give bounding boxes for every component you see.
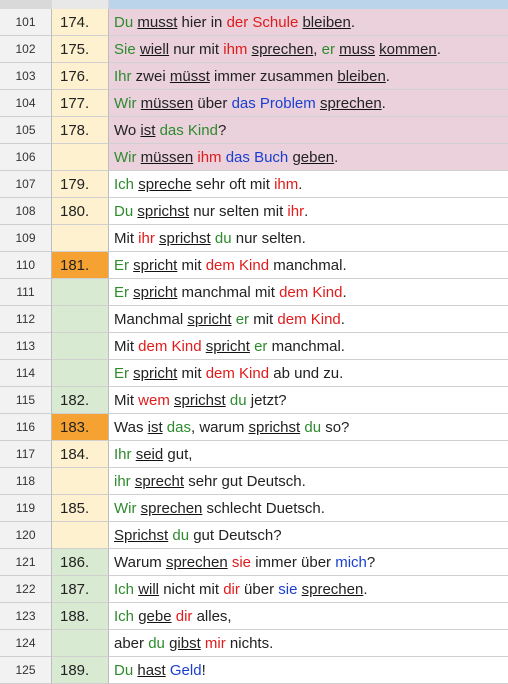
highlighted-word: Wir <box>114 94 137 112</box>
sentence-cell[interactable] <box>109 630 508 657</box>
highlighted-word: dem Kind <box>279 283 343 301</box>
sentence-cell[interactable] <box>109 36 508 63</box>
highlighted-word: du <box>172 526 190 544</box>
plain-text: nur selten. <box>231 229 306 247</box>
sentence-number-cell[interactable]: 181. <box>52 252 109 279</box>
plain-text: Wo <box>114 121 141 139</box>
table-row <box>0 198 508 225</box>
sentence-number-cell[interactable]: 185. <box>52 495 109 522</box>
plain-text: . <box>381 94 386 112</box>
verb-word: sprecht <box>134 472 185 490</box>
plain-text: immer über <box>251 553 336 571</box>
table-row <box>0 117 508 144</box>
sentence-number-cell[interactable]: 186. <box>52 549 109 576</box>
plain-text: jetzt? <box>246 391 287 409</box>
highlighted-word: ihm <box>274 175 299 193</box>
highlighted-word: Geld <box>169 661 202 679</box>
highlighted-word: Er <box>114 256 129 274</box>
plain-text: . <box>340 310 345 328</box>
plain-text: , <box>313 40 322 58</box>
table-row <box>0 36 508 63</box>
plain-text: sehr gut Deutsch. <box>184 472 306 490</box>
plain-text: über <box>193 94 232 112</box>
sentence-cell[interactable] <box>109 360 508 387</box>
verb-word: sprichst <box>159 229 211 247</box>
sentence-cell[interactable] <box>109 252 508 279</box>
sentence-number-cell[interactable]: 189. <box>52 657 109 684</box>
plain-text: ? <box>366 553 376 571</box>
row-number[interactable]: 113 <box>0 333 52 360</box>
row-number[interactable]: 123 <box>0 603 52 630</box>
plain-text: mit <box>177 364 206 382</box>
table-row <box>0 360 508 387</box>
highlighted-word: dem Kind <box>138 337 202 355</box>
plain-text: Mit <box>114 391 139 409</box>
sentence-number-cell[interactable] <box>52 360 109 387</box>
row-number[interactable]: 112 <box>0 306 52 333</box>
row-number[interactable]: 115 <box>0 387 52 414</box>
highlighted-word: dir <box>175 607 193 625</box>
verb-word: müsst <box>169 67 210 85</box>
verb-word: sprichst <box>137 202 190 220</box>
plain-text: mit <box>249 310 278 328</box>
highlighted-word: der Schule <box>226 13 299 31</box>
highlighted-word: er <box>254 337 268 355</box>
row-number[interactable]: 121 <box>0 549 52 576</box>
highlighted-word: dem Kind <box>205 256 270 274</box>
sentence-cell[interactable] <box>109 198 508 225</box>
highlighted-word: Ihr <box>114 445 132 463</box>
verb-word: spricht <box>205 337 250 355</box>
plain-text: ! <box>201 661 206 679</box>
plain-text: manchmal. <box>267 337 345 355</box>
row-number[interactable]: 125 <box>0 657 52 684</box>
row-number[interactable]: 118 <box>0 468 52 495</box>
row-number[interactable]: 122 <box>0 576 52 603</box>
row-number[interactable]: 106 <box>0 144 52 171</box>
column-header-bar <box>0 0 508 9</box>
highlighted-word: Du <box>114 13 134 31</box>
highlighted-word: Ich <box>114 580 135 598</box>
plain-text: . <box>436 40 441 58</box>
highlighted-word: Er <box>114 364 129 382</box>
table-row <box>0 468 508 495</box>
verb-word: müssen <box>140 148 194 166</box>
verb-word: seid <box>135 445 164 463</box>
sentence-cell[interactable] <box>109 387 508 414</box>
sentence-cell[interactable] <box>109 495 508 522</box>
verb-word: bleiben <box>337 67 386 85</box>
highlighted-word: ihr <box>138 229 155 247</box>
verb-word: wiell <box>139 40 170 58</box>
table-row <box>0 630 508 657</box>
plain-text: . <box>334 148 339 166</box>
highlighted-word: ihr <box>114 472 131 490</box>
sentence-number-cell[interactable] <box>52 468 109 495</box>
sentence-cell[interactable] <box>109 333 508 360</box>
sentence-number-cell[interactable] <box>52 279 109 306</box>
plain-text: manchmal. <box>269 256 347 274</box>
plain-text: . <box>363 580 368 598</box>
sentence-number-cell[interactable]: 174. <box>52 9 109 36</box>
plain-text: aber <box>114 634 149 652</box>
plain-text: so? <box>321 418 350 436</box>
rows-container <box>0 9 508 684</box>
verb-word: sprechen <box>301 580 364 598</box>
verb-word: sprechen <box>319 94 382 112</box>
verb-word: gibst <box>169 634 201 652</box>
sentence-number-cell[interactable]: 180. <box>52 198 109 225</box>
table-row <box>0 549 508 576</box>
row-number[interactable]: 108 <box>0 198 52 225</box>
plain-text: , warum <box>190 418 249 436</box>
row-number[interactable]: 111 <box>0 279 52 306</box>
table-row <box>0 144 508 171</box>
verb-word: spricht <box>133 256 178 274</box>
sentence-number-cell[interactable]: 175. <box>52 36 109 63</box>
plain-text: über <box>239 580 279 598</box>
sentence-number-cell[interactable] <box>52 144 109 171</box>
sentence-cell[interactable] <box>109 468 508 495</box>
sentence-number-cell[interactable]: 176. <box>52 63 109 90</box>
verb-word: will <box>138 580 160 598</box>
sentence-number-cell[interactable]: 184. <box>52 441 109 468</box>
table-row <box>0 279 508 306</box>
table-row <box>0 225 508 252</box>
plain-text: immer zusammen <box>209 67 338 85</box>
highlighted-word: ihm <box>223 40 248 58</box>
plain-text: gut Deutsch? <box>189 526 282 544</box>
highlighted-word: mir <box>204 634 226 652</box>
sentence-cell[interactable] <box>109 603 508 630</box>
row-number[interactable]: 107 <box>0 171 52 198</box>
highlighted-word: du <box>229 391 247 409</box>
plain-text: alles, <box>192 607 232 625</box>
plain-text: Manchmal <box>114 310 188 328</box>
sentence-number-cell[interactable] <box>52 306 109 333</box>
plain-text: manchmal mit <box>177 283 280 301</box>
table-row <box>0 252 508 279</box>
sentence-number-cell[interactable]: 187. <box>52 576 109 603</box>
highlighted-word: dem Kind <box>205 364 270 382</box>
highlighted-word: Sie <box>114 40 136 58</box>
row-number[interactable]: 116 <box>0 414 52 441</box>
verb-word: sprechen <box>251 40 314 58</box>
plain-text: Was <box>114 418 148 436</box>
row-number[interactable]: 103 <box>0 63 52 90</box>
plain-text: . <box>385 67 390 85</box>
table-row <box>0 603 508 630</box>
sentence-cell[interactable] <box>109 117 508 144</box>
highlighted-word: sie <box>231 553 252 571</box>
sentence-number-cell[interactable]: 177. <box>52 90 109 117</box>
sentence-number-cell[interactable]: 179. <box>52 171 109 198</box>
sentence-cell[interactable] <box>109 171 508 198</box>
verb-word: gebe <box>138 607 172 625</box>
sentence-cell[interactable] <box>109 225 508 252</box>
plain-text: nur selten mit <box>189 202 288 220</box>
table-row <box>0 576 508 603</box>
highlighted-word: mich <box>335 553 367 571</box>
verb-word: hast <box>137 661 166 679</box>
table-row <box>0 63 508 90</box>
plain-text: nicht mit <box>159 580 224 598</box>
verb-word: sprichst <box>174 391 226 409</box>
plain-text: gut, <box>163 445 193 463</box>
plain-text: zwei <box>131 67 170 85</box>
sentence-cell[interactable] <box>109 9 508 36</box>
plain-text: . <box>304 202 309 220</box>
plain-text: hier in <box>177 13 227 31</box>
verb-word: bleiben <box>302 13 351 31</box>
highlighted-word: Du <box>114 661 134 679</box>
highlighted-word: Ich <box>114 175 135 193</box>
verb-word: Sprichst <box>114 526 169 544</box>
verb-word: spricht <box>133 364 178 382</box>
sentence-cell[interactable] <box>109 144 508 171</box>
sentence-cell[interactable] <box>109 441 508 468</box>
highlighted-word: Ich <box>114 607 135 625</box>
column-header-b[interactable] <box>109 0 508 9</box>
highlighted-word: das Kind <box>159 121 218 139</box>
table-row <box>0 306 508 333</box>
highlighted-word: wem <box>138 391 170 409</box>
row-number[interactable]: 117 <box>0 441 52 468</box>
verb-word: musst <box>137 13 178 31</box>
table-row <box>0 333 508 360</box>
sentence-cell[interactable] <box>109 90 508 117</box>
sentence-number-cell[interactable] <box>52 630 109 657</box>
row-number[interactable]: 101 <box>0 9 52 36</box>
sentence-number-cell[interactable] <box>52 333 109 360</box>
column-header-a[interactable] <box>52 0 108 9</box>
sentence-number-cell[interactable] <box>52 225 109 252</box>
highlighted-word: er <box>321 40 335 58</box>
table-row <box>0 414 508 441</box>
row-number[interactable]: 104 <box>0 90 52 117</box>
plain-text: . <box>342 283 347 301</box>
highlighted-word: das <box>166 418 191 436</box>
verb-word: spricht <box>133 283 178 301</box>
sentence-number-cell[interactable] <box>52 522 109 549</box>
highlighted-word: Wir <box>114 499 137 517</box>
sentence-cell[interactable] <box>109 306 508 333</box>
sentence-cell[interactable] <box>109 63 508 90</box>
table-row <box>0 495 508 522</box>
table-row <box>0 387 508 414</box>
verb-word: geben <box>292 148 335 166</box>
plain-text: Mit <box>114 229 139 247</box>
table-row <box>0 9 508 36</box>
row-number[interactable]: 119 <box>0 495 52 522</box>
plain-text: . <box>298 175 303 193</box>
row-number[interactable]: 109 <box>0 225 52 252</box>
sentence-cell[interactable] <box>109 279 508 306</box>
highlighted-word: dem Kind <box>277 310 341 328</box>
sentence-cell[interactable] <box>109 522 508 549</box>
highlighted-word: du <box>148 634 165 652</box>
row-number[interactable]: 124 <box>0 630 52 657</box>
plain-text: ? <box>217 121 227 139</box>
plain-text: nur mit <box>169 40 224 58</box>
highlighted-word: ihr <box>287 202 305 220</box>
verb-word: sprechen <box>140 499 203 517</box>
highlighted-word: Er <box>114 283 129 301</box>
row-number[interactable]: 114 <box>0 360 52 387</box>
verb-word: kommen <box>379 40 437 58</box>
row-number[interactable]: 102 <box>0 36 52 63</box>
verb-word: müssen <box>140 94 194 112</box>
highlighted-word: du <box>304 418 322 436</box>
highlighted-word: das Problem <box>231 94 316 112</box>
plain-text: Warum <box>114 553 166 571</box>
sentence-number-cell[interactable]: 183. <box>52 414 109 441</box>
row-number[interactable]: 105 <box>0 117 52 144</box>
verb-word: ist <box>140 121 156 139</box>
verb-word: muss <box>339 40 375 58</box>
plain-text: mit <box>177 256 206 274</box>
highlighted-word: ihm <box>197 148 222 166</box>
row-number[interactable]: 120 <box>0 522 52 549</box>
plain-text: schlecht Duetsch. <box>202 499 325 517</box>
plain-text: sehr oft mit <box>191 175 275 193</box>
row-number[interactable]: 110 <box>0 252 52 279</box>
highlighted-word: Wir <box>114 148 137 166</box>
table-row <box>0 522 508 549</box>
highlighted-word: Du <box>114 202 134 220</box>
verb-word: sprechen <box>165 553 228 571</box>
highlighted-word: dir <box>223 580 240 598</box>
sentence-cell[interactable] <box>109 576 508 603</box>
highlighted-word: das Buch <box>225 148 289 166</box>
highlighted-word: er <box>235 310 250 328</box>
plain-text: Mit <box>114 337 139 355</box>
sentence-number-cell[interactable]: 178. <box>52 117 109 144</box>
verb-word: spreche <box>138 175 192 193</box>
sentence-cell[interactable] <box>109 414 508 441</box>
highlighted-word: Ihr <box>114 67 132 85</box>
highlighted-word: du <box>214 229 232 247</box>
table-row <box>0 441 508 468</box>
plain-text: . <box>350 13 356 31</box>
verb-word: sprichst <box>248 418 301 436</box>
table-row <box>0 90 508 117</box>
sentence-number-cell[interactable]: 188. <box>52 603 109 630</box>
highlighted-word: sie <box>278 580 298 598</box>
plain-text: nichts. <box>225 634 274 652</box>
table-row <box>0 171 508 198</box>
sentence-cell[interactable] <box>109 549 508 576</box>
verb-word: spricht <box>187 310 232 328</box>
sentence-number-cell[interactable]: 182. <box>52 387 109 414</box>
plain-text: ab und zu. <box>269 364 344 382</box>
verb-word: ist <box>147 418 163 436</box>
